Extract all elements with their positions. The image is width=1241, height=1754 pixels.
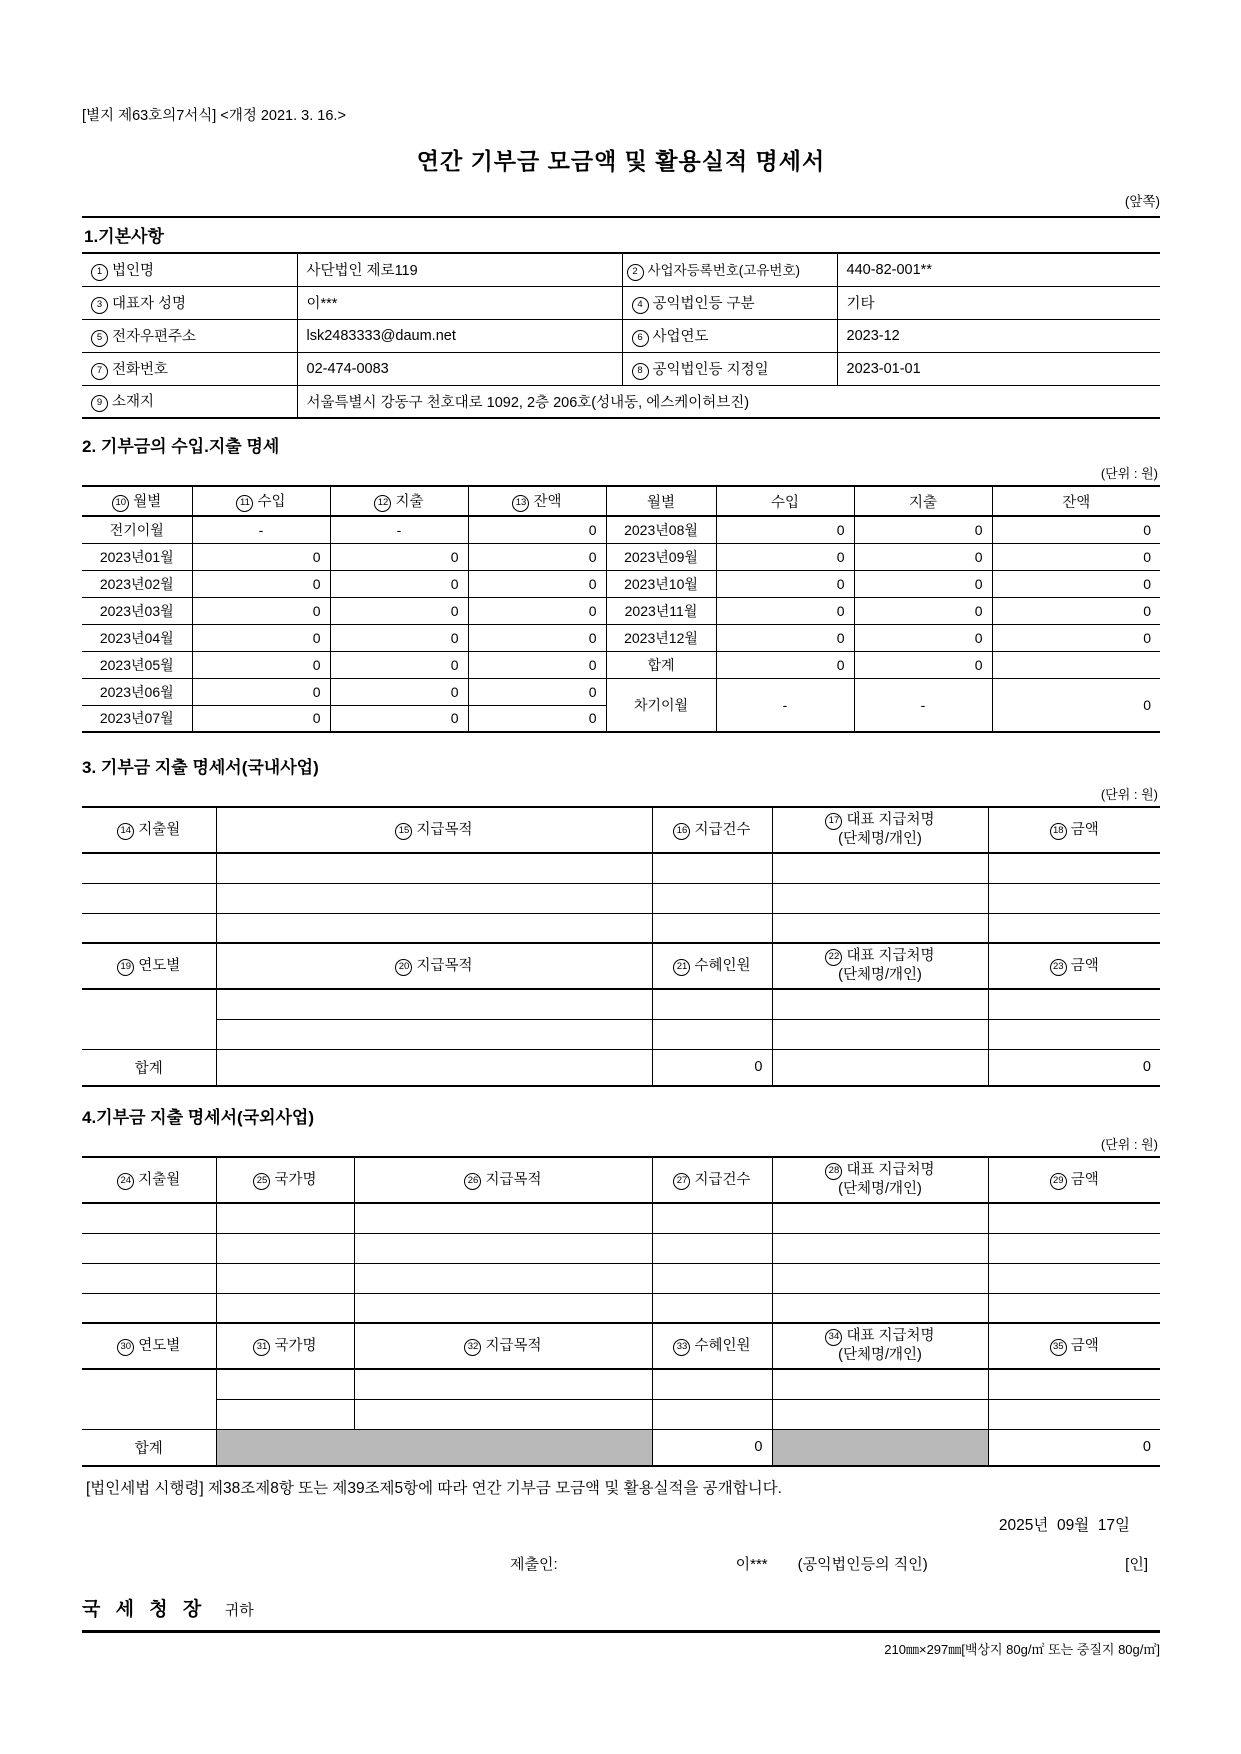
table-cell (988, 883, 1160, 913)
shaded-cell (216, 1429, 652, 1466)
table-row (82, 678, 1160, 705)
table-cell: 0 (992, 597, 1160, 624)
table-cell (354, 1399, 652, 1429)
circled-number: 29 (1050, 1173, 1067, 1190)
table-row (82, 385, 1160, 418)
header-row (82, 486, 1160, 516)
circled-number: 17 (825, 813, 842, 830)
field-label: 8 공익법인등 지정일 (622, 352, 837, 385)
table-cell (772, 1293, 988, 1323)
table-cell: 0 (854, 570, 992, 597)
table-cell: 차기이월 (606, 678, 716, 732)
table-cell: 0 (716, 516, 854, 543)
table-cell (652, 1203, 772, 1233)
total-amount: 0 (988, 1049, 1160, 1086)
table-cell: 2023년08월 (606, 516, 716, 543)
header-cell: 17 대표 지급처명 (단체명/개인) (772, 807, 988, 853)
header-cell: 18 금액 (988, 807, 1160, 853)
addressee-title: 국 세 청 장 (82, 1599, 207, 1620)
field-label: 4 공익법인등 구분 (622, 286, 837, 319)
table-cell (988, 1203, 1160, 1233)
seal-mark: [인] (1125, 1556, 1148, 1573)
table-row (82, 1263, 1160, 1293)
circled-number: 33 (673, 1339, 690, 1356)
circled-number: 22 (825, 949, 842, 966)
table-cell (82, 1293, 216, 1323)
table-cell: 2023년09월 (606, 543, 716, 570)
table-cell: 0 (330, 678, 468, 705)
circled-number: 32 (464, 1339, 481, 1356)
total-label: 합계 (82, 1429, 216, 1466)
circled-number: 16 (673, 823, 690, 840)
table-cell: 0 (192, 570, 330, 597)
table-cell: 0 (192, 705, 330, 732)
stamp-note: (공익법인등의 직인) (797, 1556, 928, 1573)
header-cell: 29 금액 (988, 1157, 1160, 1203)
table-cell (988, 1019, 1160, 1049)
header-cell: 16 지급건수 (652, 807, 772, 853)
circled-number: 28 (825, 1163, 842, 1180)
header-cell: 28 대표 지급처명 (단체명/개인) (772, 1157, 988, 1203)
table-cell (216, 913, 652, 943)
table-cell: 0 (992, 570, 1160, 597)
header-cell: 14 지출월 (82, 807, 216, 853)
table-cell (988, 1369, 1160, 1399)
table-row (82, 1399, 1160, 1429)
circled-number: 21 (673, 959, 690, 976)
table-cell (82, 913, 216, 943)
circled-number: 2 (627, 264, 644, 281)
field-value: 이*** (297, 286, 622, 319)
table-cell: - (192, 516, 330, 543)
circled-number: 5 (91, 330, 108, 347)
table-cell: - (330, 516, 468, 543)
header-cell: 22 대표 지급처명 (단체명/개인) (772, 943, 988, 989)
section-basic-info (82, 216, 1160, 419)
circled-number: 23 (1050, 959, 1067, 976)
header-cell: 12 지출 (330, 486, 468, 516)
table-cell (772, 1399, 988, 1429)
table-cell (82, 1203, 216, 1233)
addressee-row (82, 1594, 1160, 1621)
table-cell: 2023년04월 (82, 624, 192, 651)
field-value: 사단법인 제로119 (297, 253, 622, 286)
table-cell (354, 1369, 652, 1399)
table-cell: 2023년05월 (82, 651, 192, 678)
table-row (82, 913, 1160, 943)
table-cell (216, 1369, 354, 1399)
table-cell (216, 1263, 354, 1293)
circled-number: 8 (632, 363, 649, 380)
table-cell (652, 1019, 772, 1049)
table-cell: 2023년11월 (606, 597, 716, 624)
circled-number: 10 (112, 495, 129, 512)
circled-number: 30 (117, 1339, 134, 1356)
total-count: 0 (652, 1049, 772, 1086)
table-cell: 0 (992, 624, 1160, 651)
table-row (82, 253, 1160, 286)
header-cell: 27 지급건수 (652, 1157, 772, 1203)
table-cell (354, 1293, 652, 1323)
table-cell: 0 (716, 570, 854, 597)
header-cell: 수입 (716, 486, 854, 516)
front-side-note: (앞쪽) (1124, 194, 1160, 209)
table-row (82, 1019, 1160, 1049)
circled-number: 11 (236, 495, 253, 512)
basic-info-table (82, 252, 1160, 419)
header-row (82, 1323, 1160, 1369)
table-cell (988, 1263, 1160, 1293)
declaration-text: [법인세법 시행령] 제38조제8항 또는 제39조제5항에 따라 연간 기부금 모금액 및 활용실적을 공개합니다. (86, 1480, 782, 1497)
circled-number: 9 (91, 395, 108, 412)
header-cell: 잔액 (992, 486, 1160, 516)
table-row (82, 319, 1160, 352)
table-cell: 0 (992, 543, 1160, 570)
circled-number: 18 (1050, 823, 1067, 840)
field-label: 2 사업자등록번호(고유번호) (622, 253, 837, 286)
field-value: 2023-01-01 (837, 352, 1160, 385)
table-cell (772, 1369, 988, 1399)
table-cell: 0 (468, 597, 606, 624)
header-cell: 13 잔액 (468, 486, 606, 516)
header-cell: 10 월별 (82, 486, 192, 516)
circled-number: 14 (117, 823, 134, 840)
table-cell (216, 1049, 652, 1086)
table-row (82, 1293, 1160, 1323)
submitter-row (82, 1553, 1160, 1574)
circled-number: 27 (673, 1173, 690, 1190)
section4-title: 4.기부금 지출 명세서(국외사업) (82, 1108, 315, 1127)
table-cell (992, 651, 1160, 678)
field-label: 1 법인명 (82, 253, 297, 286)
table-cell: 0 (330, 705, 468, 732)
header-cell: 33 수혜인원 (652, 1323, 772, 1369)
header-cell: 34 대표 지급처명 (단체명/개인) (772, 1323, 988, 1369)
table-cell (988, 913, 1160, 943)
table-cell (988, 1293, 1160, 1323)
table-cell (216, 989, 652, 1019)
field-value: 서울특별시 강동구 천호대로 1092, 2층 206호(성내동, 에스케이허브진) (297, 385, 1160, 418)
table-cell: 0 (330, 651, 468, 678)
field-value: lsk2483333@daum.net (297, 319, 622, 352)
overseas-expenditure-table (82, 1156, 1160, 1467)
table-cell (652, 1399, 772, 1429)
table-cell: 0 (330, 543, 468, 570)
table-cell: 0 (992, 516, 1160, 543)
field-value: 440-82-001** (837, 253, 1160, 286)
table-cell (82, 883, 216, 913)
table-cell: 2023년06월 (82, 678, 192, 705)
table-cell (652, 989, 772, 1019)
table-cell: 0 (854, 516, 992, 543)
header-cell: 지출 (854, 486, 992, 516)
table-cell (216, 1399, 354, 1429)
table-cell (354, 1203, 652, 1233)
header-row (82, 1157, 1160, 1203)
unit-note: (단위 : 원) (1100, 1137, 1158, 1152)
table-cell (652, 1233, 772, 1263)
table-cell (772, 1019, 988, 1049)
circled-number: 35 (1050, 1339, 1067, 1356)
field-label: 3 대표자 성명 (82, 286, 297, 319)
submission-date: 2025년 09월 17일 (998, 1517, 1130, 1534)
table-row (82, 570, 1160, 597)
table-cell (216, 1233, 354, 1263)
table-row (82, 352, 1160, 385)
table-cell (82, 853, 216, 883)
section3-title: 3. 기부금 지출 명세서(국내사업) (82, 758, 319, 777)
total-amount: 0 (988, 1429, 1160, 1466)
table-cell: 0 (854, 624, 992, 651)
table-cell: 0 (716, 543, 854, 570)
field-value: 기타 (837, 286, 1160, 319)
circled-number: 3 (91, 297, 108, 314)
table-cell: 2023년01월 (82, 543, 192, 570)
unit-note: (단위 : 원) (1100, 787, 1158, 802)
table-row (82, 516, 1160, 543)
field-label: 6 사업연도 (622, 319, 837, 352)
header-cell: 19 연도별 (82, 943, 216, 989)
circled-number: 34 (825, 1329, 842, 1346)
table-row (82, 286, 1160, 319)
table-cell: 합계 (606, 651, 716, 678)
table-cell (988, 989, 1160, 1019)
paper-spec-note: 210㎜×297㎜[백상지 80g/㎡ 또는 중질지 80g/㎡] (884, 1642, 1160, 1657)
table-cell: 2023년07월 (82, 705, 192, 732)
table-cell (216, 1203, 354, 1233)
table-cell: 0 (468, 651, 606, 678)
table-cell: 2023년10월 (606, 570, 716, 597)
field-value: 02-474-0083 (297, 352, 622, 385)
section2-title: 2. 기부금의 수입.지출 명세 (82, 437, 280, 456)
domestic-expenditure-table (82, 806, 1160, 1087)
total-row (82, 1429, 1160, 1466)
header-cell: 월별 (606, 486, 716, 516)
table-row (82, 883, 1160, 913)
table-row (82, 989, 1160, 1019)
table-cell: 0 (468, 624, 606, 651)
table-cell: 전기이월 (82, 516, 192, 543)
table-cell: - (716, 678, 854, 732)
table-cell: 2023년02월 (82, 570, 192, 597)
circled-number: 12 (374, 495, 391, 512)
table-cell (354, 1233, 652, 1263)
circled-number: 20 (395, 959, 412, 976)
circled-number: 25 (253, 1173, 270, 1190)
table-row (82, 543, 1160, 570)
table-row (82, 853, 1160, 883)
circled-number: 6 (632, 330, 649, 347)
header-cell: 15 지급목적 (216, 807, 652, 853)
monthly-donation-table (82, 485, 1160, 733)
table-cell: 0 (192, 624, 330, 651)
table-cell (82, 989, 216, 1049)
header-cell: 25 국가명 (216, 1157, 354, 1203)
table-cell (652, 883, 772, 913)
form-reference-note: [별지 제63호의7서식] <개정 2021. 3. 16.> (82, 108, 346, 124)
table-cell (772, 989, 988, 1019)
header-cell: 11 수입 (192, 486, 330, 516)
table-cell (988, 1399, 1160, 1429)
table-cell: 0 (468, 543, 606, 570)
table-row (82, 1203, 1160, 1233)
table-row (82, 1369, 1160, 1399)
table-cell: 2023년03월 (82, 597, 192, 624)
table-cell (772, 1203, 988, 1233)
table-cell (988, 853, 1160, 883)
table-cell (82, 1369, 216, 1429)
circled-number: 4 (632, 297, 649, 314)
header-cell: 30 연도별 (82, 1323, 216, 1369)
field-label: 7 전화번호 (82, 352, 297, 385)
table-cell (652, 1369, 772, 1399)
table-cell: 0 (854, 651, 992, 678)
header-cell: 21 수혜인원 (652, 943, 772, 989)
header-cell: 23 금액 (988, 943, 1160, 989)
table-cell (216, 1019, 652, 1049)
submitter-name: 이*** (735, 1556, 768, 1573)
header-cell: 24 지출월 (82, 1157, 216, 1203)
table-row (82, 624, 1160, 651)
table-cell: 0 (716, 597, 854, 624)
table-cell (988, 1233, 1160, 1263)
circled-number: 1 (91, 264, 108, 281)
table-cell: 0 (192, 597, 330, 624)
header-cell: 32 지급목적 (354, 1323, 652, 1369)
table-cell: 0 (716, 624, 854, 651)
field-label: 9 소재지 (82, 385, 297, 418)
circled-number: 7 (91, 363, 108, 380)
field-label: 5 전자우편주소 (82, 319, 297, 352)
circled-number: 15 (395, 823, 412, 840)
table-cell: 0 (992, 678, 1160, 732)
table-cell (82, 1263, 216, 1293)
table-cell (216, 1293, 354, 1323)
form-title: 연간 기부금 모금액 및 활용실적 명세서 (416, 148, 826, 174)
table-cell: 0 (330, 570, 468, 597)
addressee-suffix: 귀하 (224, 1602, 254, 1619)
header-cell: 35 금액 (988, 1323, 1160, 1369)
bottom-rule (82, 1630, 1160, 1633)
table-cell (652, 913, 772, 943)
table-row (82, 597, 1160, 624)
table-cell: 0 (854, 597, 992, 624)
table-cell (216, 853, 652, 883)
circled-number: 26 (464, 1173, 481, 1190)
circled-number: 31 (253, 1339, 270, 1356)
circled-number: 24 (117, 1173, 134, 1190)
table-cell (772, 913, 988, 943)
field-value: 2023-12 (837, 319, 1160, 352)
table-cell: 2023년12월 (606, 624, 716, 651)
total-count: 0 (652, 1429, 772, 1466)
header-cell: 31 국가명 (216, 1323, 354, 1369)
table-cell: 0 (716, 651, 854, 678)
table-cell: 0 (192, 543, 330, 570)
circled-number: 13 (512, 495, 529, 512)
table-cell: 0 (192, 678, 330, 705)
table-cell (652, 1293, 772, 1323)
table-cell (354, 1263, 652, 1293)
table-cell (652, 853, 772, 883)
total-row (82, 1049, 1160, 1086)
submitter-label: 제출인: (510, 1556, 558, 1573)
table-row (82, 1233, 1160, 1263)
header-cell: 26 지급목적 (354, 1157, 652, 1203)
table-cell (772, 883, 988, 913)
table-cell: 0 (192, 651, 330, 678)
table-cell: 0 (468, 570, 606, 597)
table-cell: 0 (468, 516, 606, 543)
table-cell (216, 883, 652, 913)
table-cell: 0 (468, 705, 606, 732)
unit-note: (단위 : 원) (1100, 466, 1158, 481)
table-cell: - (854, 678, 992, 732)
table-cell (772, 1233, 988, 1263)
table-cell: 0 (330, 597, 468, 624)
table-cell: 0 (854, 543, 992, 570)
table-row (82, 651, 1160, 678)
header-row (82, 807, 1160, 853)
table-cell (772, 1049, 988, 1086)
shaded-cell (772, 1429, 988, 1466)
table-cell (652, 1263, 772, 1293)
table-cell: 0 (468, 678, 606, 705)
table-cell (772, 1263, 988, 1293)
header-row (82, 943, 1160, 989)
table-cell (82, 1233, 216, 1263)
total-label: 합계 (82, 1049, 216, 1086)
section1-title: 1.기본사항 (84, 227, 164, 246)
circled-number: 19 (117, 959, 134, 976)
table-cell: 0 (330, 624, 468, 651)
table-cell (772, 853, 988, 883)
header-cell: 20 지급목적 (216, 943, 652, 989)
